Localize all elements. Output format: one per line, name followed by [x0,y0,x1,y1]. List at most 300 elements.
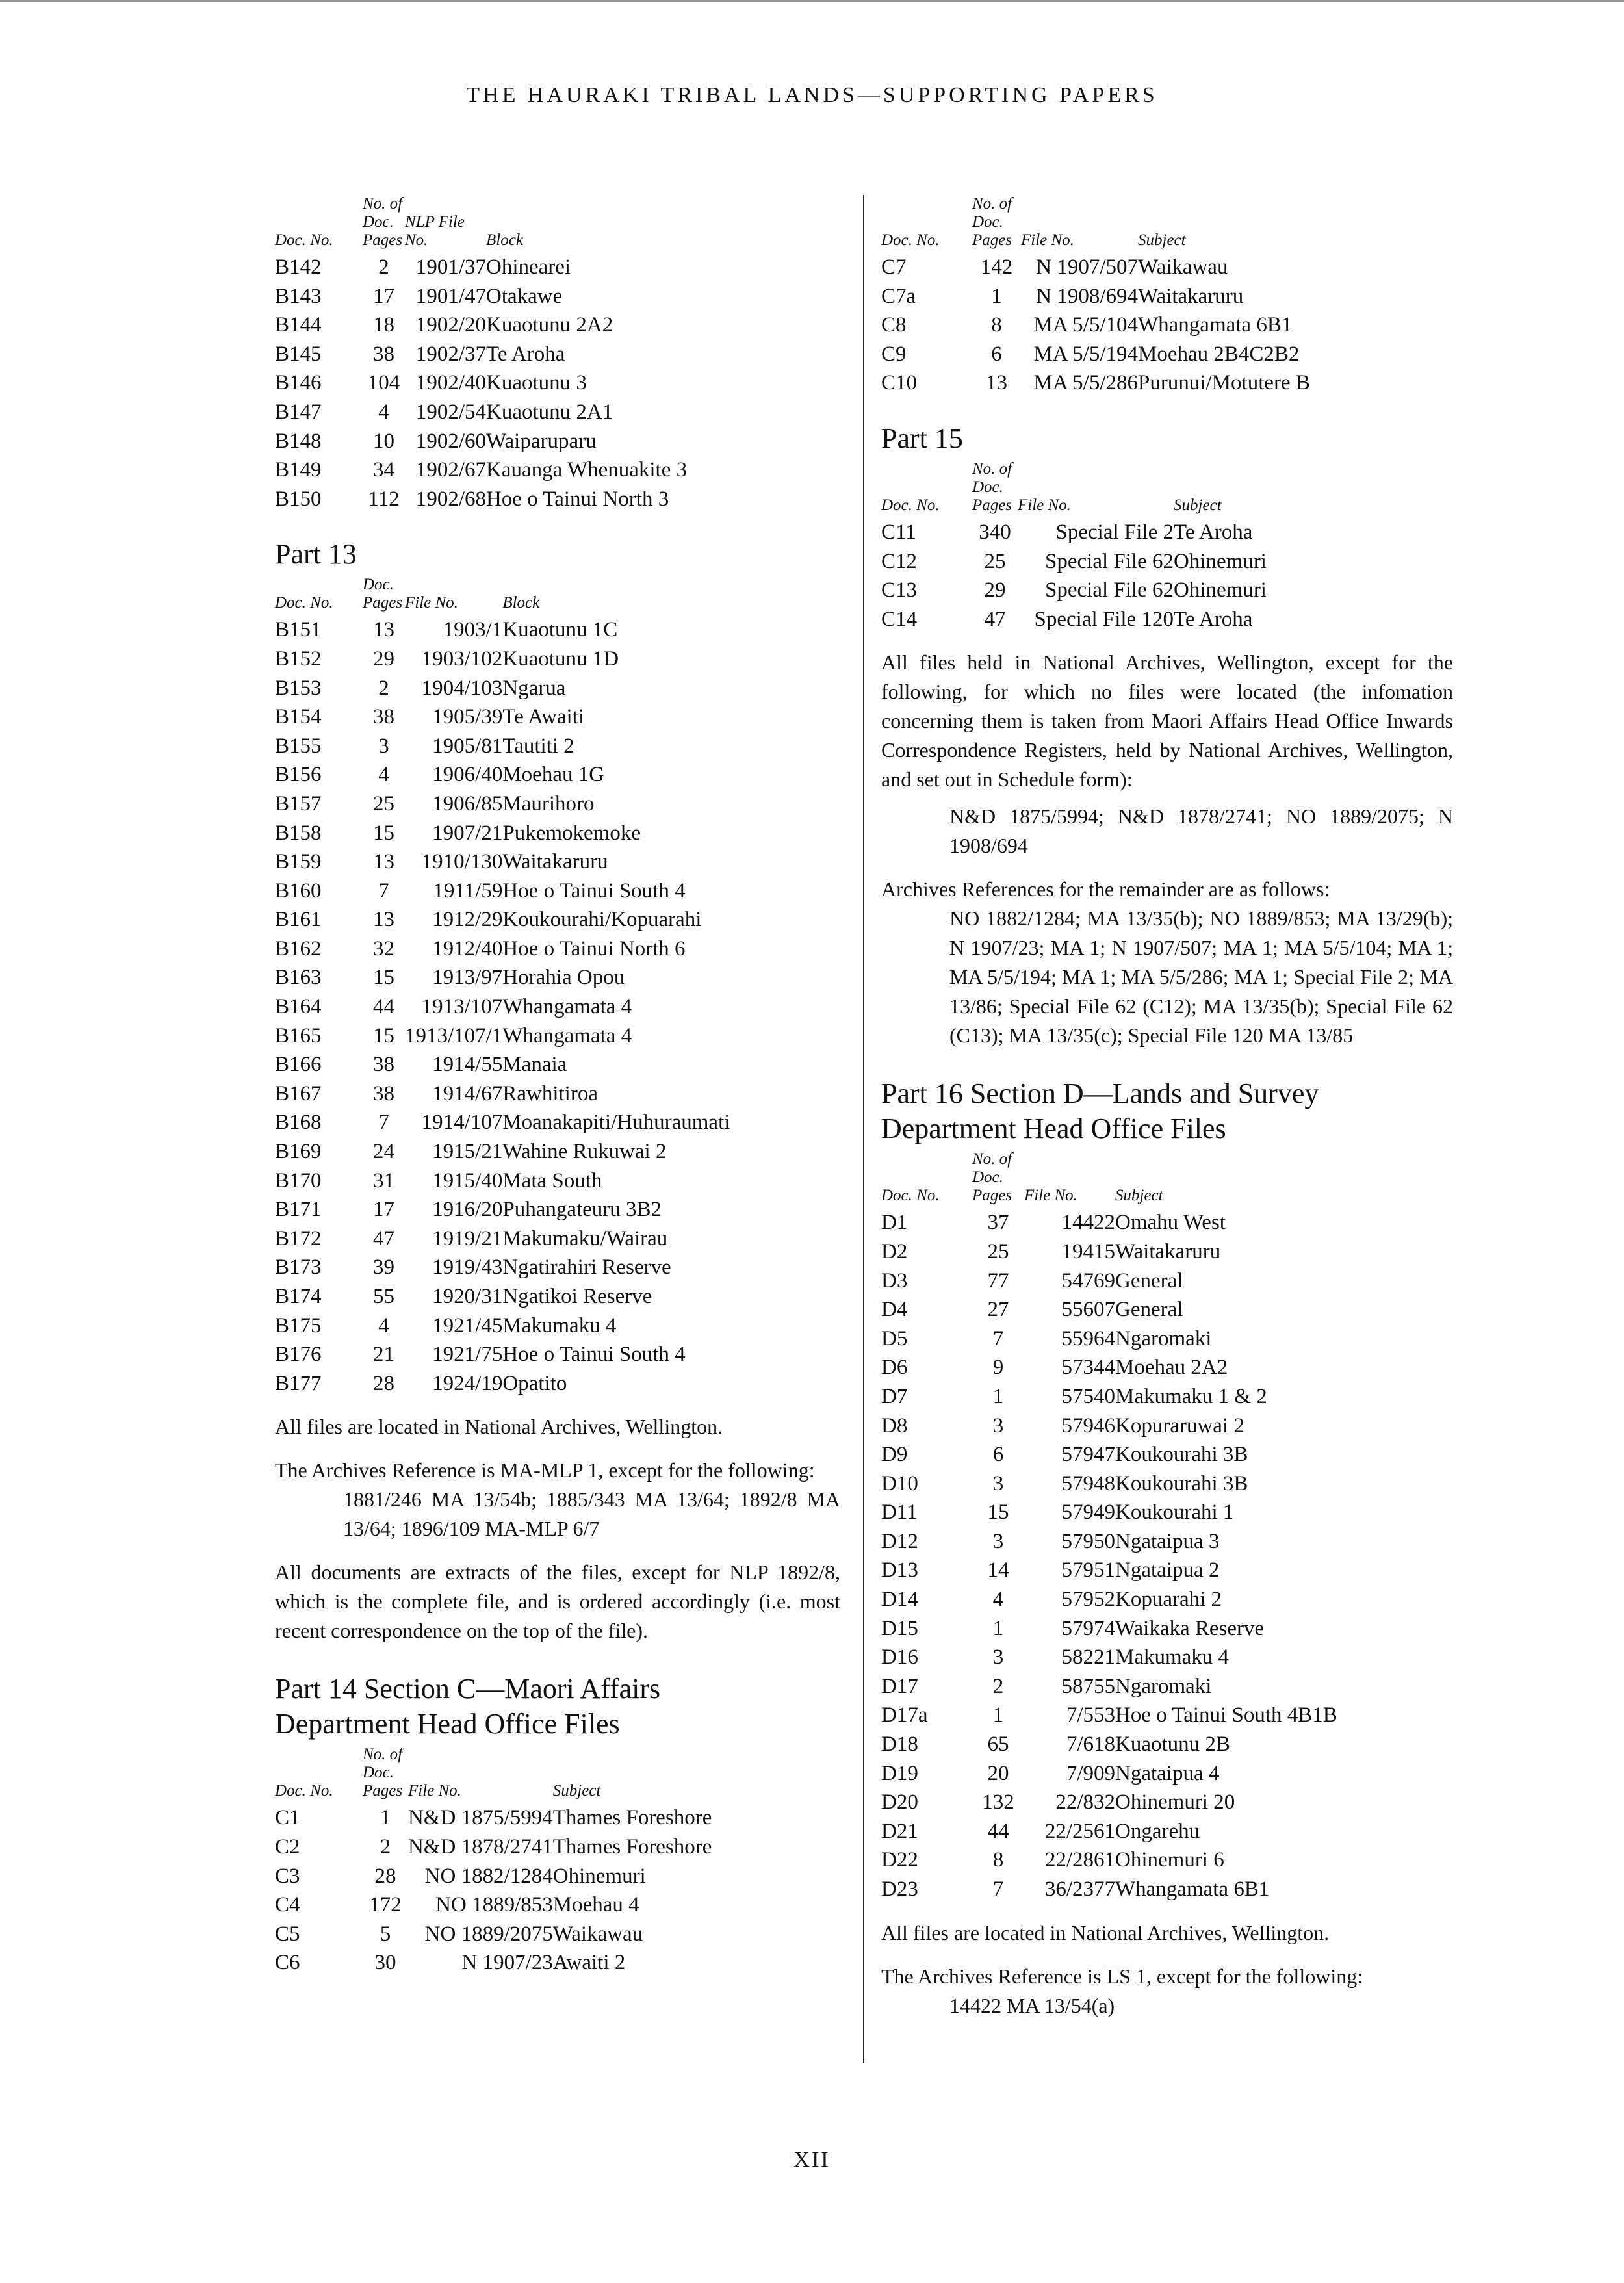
file-no-cell: MA 5/5/194 [1033,342,1138,366]
subject-cell: Kuaotunu 2B [1115,1733,1230,1757]
doc-pages-cell: 1 [991,284,1002,308]
subject-cell: Ngarua [502,676,566,700]
file-no-cell: 36/2377 [1044,1877,1115,1901]
column-header: No. of Doc. Pages [972,459,1012,514]
column-header: Doc. No. [275,594,333,612]
subject-cell: General [1115,1269,1183,1293]
file-no-cell: 1902/67 [415,458,486,482]
doc-no-cell: C14 [881,607,918,631]
subject-cell: Ngaromaki [1115,1674,1212,1698]
table-row [275,1108,775,1137]
table-part-13 [275,576,775,1398]
file-no-cell: Special File 2 [1055,520,1174,544]
file-no-cell: 57948 [1061,1471,1115,1495]
subject-cell: Moehau 2B4C2B2 [1138,342,1300,366]
file-no-cell: 57947 [1061,1443,1115,1467]
doc-pages-cell: 15 [373,1024,394,1048]
file-no-cell: 1919/43 [432,1256,503,1280]
doc-pages-cell: 25 [987,1239,1009,1263]
doc-pages-cell: 104 [367,371,400,395]
doc-no-cell: B165 [275,1024,322,1048]
doc-pages-cell: 13 [986,371,1007,395]
doc-pages-cell: 142 [980,255,1013,279]
part-13-note-reference-list: 1881/246 MA 13/54b; 1885/343 MA 13/64; 1892/8 MA 13/64; 1896/109 MA-MLP 6/7 [343,1488,840,1541]
table-row [275,311,759,340]
file-no-cell: 1905/81 [432,734,503,758]
doc-pages-cell: 1 [992,1616,1004,1640]
table-row [881,1527,1388,1556]
table-row [275,253,759,282]
subject-cell: Ngataipua 3 [1115,1529,1220,1553]
top-edge-rule [0,0,1624,2]
doc-no-cell: B160 [275,879,322,903]
doc-no-cell: B167 [275,1081,322,1105]
file-no-cell: MA 5/5/286 [1033,371,1138,395]
doc-no-cell: B163 [275,966,322,990]
table-header-row [275,576,775,615]
doc-no-cell: D18 [881,1733,918,1757]
subject-cell: Makumaku 4 [1115,1645,1230,1670]
subject-cell: Makumaku/Wairau [502,1226,668,1250]
doc-pages-cell: 34 [373,458,394,482]
file-no-cell: 55607 [1061,1298,1115,1322]
subject-cell: Te Aroha [486,342,565,366]
doc-pages-cell: 1 [992,1384,1004,1408]
table-row [881,1498,1388,1527]
file-no-cell: 7/909 [1066,1761,1115,1785]
file-no-cell: 1902/20 [415,313,486,337]
column-header: File No. [1024,1187,1077,1205]
file-no-cell: 22/832 [1055,1790,1115,1814]
column-header: No. of Doc. Pages [972,195,1012,249]
table-row [881,1759,1388,1788]
doc-no-cell: B159 [275,850,322,874]
file-no-cell: NO 1889/2075 [424,1922,553,1946]
doc-no-cell: D5 [881,1326,908,1350]
doc-no-cell: D9 [881,1443,908,1467]
subject-cell: Whangamata 6B1 [1138,313,1293,337]
doc-no-cell: B146 [275,371,322,395]
doc-pages-cell: 6 [991,342,1002,366]
doc-no-cell: B157 [275,792,322,816]
doc-pages-cell: 25 [984,549,1006,573]
doc-no-cell: B169 [275,1140,322,1164]
table-row [275,1195,775,1224]
file-no-cell: 57946 [1061,1413,1115,1438]
doc-pages-cell: 47 [984,607,1006,631]
doc-no-cell: B143 [275,284,322,308]
table-part-14-continued [881,195,1372,398]
table-row [275,282,759,311]
doc-pages-cell: 29 [373,647,394,671]
doc-pages-cell: 44 [987,1819,1009,1843]
table-row [275,877,775,906]
subject-cell: Thames Foreshore [552,1806,712,1830]
subject-cell: Ohinemuri 6 [1115,1848,1224,1872]
doc-pages-cell: 2 [380,1835,391,1859]
part-16-title [881,1076,1453,1146]
doc-no-cell: C10 [881,371,918,395]
file-no-cell: 1914/107 [421,1111,503,1135]
subject-cell: Ngatirahiri Reserve [502,1256,671,1280]
file-no-cell: 55964 [1061,1326,1115,1350]
doc-pages-cell: 27 [987,1298,1009,1322]
subject-cell: Kopuarahi 2 [1115,1588,1222,1612]
subject-cell: Whangamata 4 [502,995,632,1019]
doc-no-cell: B149 [275,458,322,482]
doc-no-cell: B158 [275,821,322,845]
subject-cell: Ngataipua 4 [1115,1761,1220,1785]
table-row [881,605,1408,634]
file-no-cell: 1913/107 [421,995,503,1019]
table-row [881,340,1372,369]
column-header: No. of Doc. Pages [363,195,403,249]
doc-no-cell: C11 [881,520,916,544]
table-row [881,1440,1388,1469]
doc-no-cell: D23 [881,1877,918,1901]
table-row [881,518,1408,547]
part-16-note-reference-list: 14422 MA 13/54(a) [949,1993,1115,2017]
doc-pages-cell: 132 [982,1790,1014,1814]
page-header: THE HAURAKI TRIBAL LANDS—SUPPORTING PAPERS [466,83,1158,107]
subject-cell: Waitakaruru [1138,284,1244,308]
subject-cell: Thames Foreshore [552,1835,712,1859]
table-row [881,1643,1388,1672]
subject-cell: Ohinearei [486,255,571,279]
table-part-15 [881,460,1408,634]
doc-no-cell: B147 [275,400,322,424]
table-row [275,963,775,992]
subject-cell: Hoe o Tainui North 6 [502,936,686,961]
doc-no-cell: B175 [275,1313,322,1337]
table-row [881,1208,1388,1237]
part-14-title [275,1671,840,1742]
doc-pages-cell: 4 [378,400,389,424]
doc-no-cell: B173 [275,1256,322,1280]
table-row [275,645,775,674]
doc-pages-cell: 55 [373,1285,394,1308]
subject-cell: Wahine Rukuwai 2 [502,1140,667,1164]
table-row [275,1079,775,1109]
subject-cell: Opatito [502,1371,567,1395]
table-row [881,1324,1388,1354]
doc-pages-cell: 32 [373,936,394,961]
doc-pages-cell: 3 [992,1645,1004,1670]
file-no-cell: 1919/21 [432,1226,503,1250]
subject-cell: Koukourahi 3B [1115,1443,1248,1467]
doc-pages-cell: 17 [373,284,394,308]
doc-pages-cell: 37 [987,1211,1009,1235]
subject-cell: Kuaotunu 2A1 [486,400,613,424]
doc-no-cell: D19 [881,1761,918,1785]
table-row [881,1237,1388,1267]
doc-pages-cell: 7 [378,1111,389,1135]
doc-no-cell: C12 [881,549,918,573]
column-header: Subject [1174,496,1222,514]
subject-cell: Waikawau [552,1922,643,1946]
doc-pages-cell: 112 [368,487,400,511]
doc-no-cell: D3 [881,1269,908,1293]
table-row [881,576,1408,605]
table-row [881,1701,1388,1730]
subject-cell: Moehau 1G [502,763,605,787]
doc-no-cell: B177 [275,1371,322,1395]
subject-cell: Waitakaruru [1115,1239,1221,1263]
file-no-cell: 1913/97 [432,966,503,990]
part-15-note-held: All files held in National Archives, Wellington, except for the following, for which no files were located (the infomation concerning them is taken from Maori Affairs Head Office Inwards Correspondence Registers, held by National Archives, Wellington, and set out in Schedule form): [881,651,1453,792]
part-15-note-references-list: NO 1882/1284; MA 13/35(b); NO 1889/853; MA 13/29(b); N 1907/23; MA 1; N 1907/507; MA 1; MA 5/5/104; MA 1; MA 5/5/194; MA 1; MA 5/5/286; MA 1; Special File 2; MA 13/86; Special File 62 (C12); MA 13/35(b); Special File 62 (C13); MA 13/35(c); Special File 120 MA 13/85 [949,907,1453,1048]
doc-no-cell: C7 [881,255,907,279]
file-no-cell: 1912/29 [432,908,503,932]
file-no-cell: 1907/21 [432,821,503,845]
table-row [881,1672,1388,1701]
doc-no-cell: B172 [275,1226,322,1250]
doc-pages-cell: 10 [373,429,394,453]
file-no-cell: 1902/68 [415,487,486,511]
subject-cell: Kuaotunu 1D [502,647,619,671]
file-no-cell: N&D 1878/2741 [408,1835,553,1859]
doc-pages-cell: 38 [373,342,394,366]
column-header: Doc. No. [275,1782,333,1800]
column-header: File No. [405,594,458,612]
table-part-14-first [275,1746,787,1978]
table-row [881,1469,1388,1499]
doc-pages-cell: 14 [987,1558,1009,1582]
table-row [275,1340,775,1369]
table-row [275,1833,787,1862]
doc-pages-cell: 3 [992,1529,1004,1553]
file-no-cell: Special File 62 [1045,549,1174,573]
doc-no-cell: D17a [881,1703,928,1727]
doc-pages-cell: 340 [979,520,1011,544]
column-header: Subject [1115,1187,1163,1205]
column-header: No. of Doc. Pages [972,1150,1012,1205]
left-column [275,195,840,1978]
column-header: Doc. No. [881,496,940,514]
file-no-cell: 1902/40 [415,371,486,395]
table-row [881,1817,1388,1846]
subject-cell: Rawhitiroa [502,1081,598,1105]
table-row [881,253,1372,282]
file-no-cell: 22/2561 [1044,1819,1115,1843]
file-no-cell: 1903/102 [421,647,503,671]
subject-cell: Purunui/Motutere B [1138,371,1310,395]
table-row [275,1050,775,1079]
column-header: File No. [1021,231,1074,249]
table-row [275,368,759,398]
subject-cell: Ngaromaki [1115,1326,1212,1350]
doc-pages-cell: 1 [992,1703,1004,1727]
doc-pages-cell: 38 [373,705,394,729]
subject-cell: Manaia [502,1053,567,1077]
doc-pages-cell: 2 [992,1674,1004,1698]
file-no-cell: NO 1882/1284 [424,1864,553,1888]
doc-pages-cell: 13 [373,850,394,874]
doc-no-cell: D7 [881,1384,908,1408]
file-no-cell: N 1908/694 [1036,284,1138,308]
file-no-cell: 1921/45 [432,1313,503,1337]
doc-no-cell: D10 [881,1471,918,1495]
table-row [881,1295,1388,1324]
doc-no-cell: D4 [881,1298,908,1322]
table-row [275,1890,787,1920]
table-row [275,1862,787,1891]
table-row [275,1022,775,1051]
doc-no-cell: D14 [881,1588,918,1612]
table-row [275,819,775,848]
file-no-cell: 1914/67 [432,1081,503,1105]
doc-no-cell: B161 [275,908,322,932]
table-row [881,1412,1388,1441]
file-no-cell: 7/553 [1066,1703,1115,1727]
part-16-title-line-2: Department Head Office Files [881,1113,1226,1145]
doc-no-cell: C7a [881,284,916,308]
table-header-row [881,1150,1388,1208]
doc-pages-cell: 65 [987,1733,1009,1757]
doc-no-cell: B166 [275,1053,322,1077]
doc-no-cell: C13 [881,578,918,602]
doc-pages-cell: 1 [380,1806,391,1830]
table-row [275,398,759,427]
table-part-16 [881,1150,1388,1903]
part-14-title-line-1: Part 14 Section C—Maori Affairs [275,1673,661,1705]
column-header: Doc. Pages [363,576,403,612]
table-row [275,760,775,790]
subject-cell: Maurihoro [502,792,595,816]
subject-cell: Horahia Opou [502,966,625,990]
subject-cell: Moehau 2A2 [1115,1356,1228,1380]
doc-pages-cell: 29 [984,578,1006,602]
table-row [275,1948,787,1978]
column-header: Doc. No. [275,231,333,249]
table-row [881,1353,1388,1382]
doc-no-cell: B153 [275,676,322,700]
column-header: Doc. No. [881,231,940,249]
file-no-cell: 19415 [1061,1239,1115,1263]
table-row [275,935,775,964]
doc-pages-cell: 15 [987,1501,1009,1525]
subject-cell: Kauanga Whenuakite 3 [486,458,688,482]
table-row [275,1167,775,1196]
table-row [881,311,1372,340]
part-16-title-line-1: Part 16 Section D—Lands and Survey [881,1077,1319,1110]
doc-no-cell: D13 [881,1558,918,1582]
table-row [275,790,775,819]
doc-no-cell: B155 [275,734,322,758]
file-no-cell: Special File 120 [1034,607,1174,631]
file-no-cell: 1914/55 [432,1053,503,1077]
table-row [881,1585,1388,1614]
table-row [275,1369,775,1399]
subject-cell: Pukemokemoke [502,821,641,845]
subject-cell: Makumaku 4 [502,1313,617,1337]
subject-cell: Kuaotunu 2A2 [486,313,613,337]
file-no-cell: 1902/37 [415,342,486,366]
doc-no-cell: C3 [275,1864,300,1888]
table-row [881,1846,1388,1875]
column-header: No. of Doc. Pages [363,1746,403,1800]
part-15-note-references: Archives References for the remainder are as follows: [881,877,1330,901]
subject-cell: Hoe o Tainui South 4B1B [1115,1703,1337,1727]
file-no-cell: 57949 [1061,1501,1115,1525]
subject-cell: Te Aroha [1174,520,1253,544]
column-header: Doc. No. [881,1187,940,1205]
subject-cell: Makumaku 1 & 2 [1115,1384,1267,1408]
file-no-cell: 1916/20 [432,1198,503,1222]
doc-pages-cell: 47 [373,1226,394,1250]
file-no-cell: 1915/21 [432,1140,503,1164]
doc-pages-cell: 21 [373,1343,394,1367]
file-no-cell: 22/2861 [1044,1848,1115,1872]
doc-pages-cell: 2 [378,255,389,279]
file-no-cell: MA 5/5/104 [1033,313,1138,337]
file-no-cell: 1904/103 [421,676,503,700]
subject-cell: Hoe o Tainui South 4 [502,1343,686,1367]
doc-pages-cell: 13 [373,618,394,642]
doc-no-cell: B168 [275,1111,322,1135]
doc-pages-cell: 172 [369,1893,402,1917]
subject-cell: Awaiti 2 [552,1951,626,1975]
table-row [275,485,759,514]
doc-pages-cell: 4 [378,1313,389,1337]
subject-cell: Waikawau [1138,255,1228,279]
doc-pages-cell: 7 [378,879,389,903]
table-row [275,340,759,369]
doc-no-cell: B162 [275,936,322,961]
doc-no-cell: D2 [881,1239,908,1263]
file-no-cell: 1906/40 [432,763,503,787]
doc-no-cell: D17 [881,1674,918,1698]
doc-no-cell: C6 [275,1951,300,1975]
table-row [881,368,1372,398]
column-header: File No. [408,1782,461,1800]
doc-pages-cell: 2 [378,676,389,700]
table-header-row [881,460,1408,518]
subject-cell: Koukourahi 1 [1115,1501,1234,1525]
file-no-cell: 1921/75 [432,1343,503,1367]
doc-no-cell: B170 [275,1168,322,1193]
doc-no-cell: B151 [275,618,322,642]
file-no-cell: N 1907/23 [461,1951,553,1975]
table-row [881,547,1408,576]
doc-no-cell: D11 [881,1501,918,1525]
table-row [275,703,775,732]
table-row [275,674,775,703]
table-row [275,427,759,456]
part-13-note-reference: The Archives Reference is MA-MLP 1, except for the following: [275,1458,815,1482]
column-header: File No. [1018,496,1071,514]
doc-pages-cell: 31 [373,1168,394,1193]
part-13-title: Part 13 [275,538,357,571]
subject-cell: Koukourahi 3B [1115,1471,1248,1495]
part-15-note-held-list: N&D 1875/5994; N&D 1878/2741; NO 1889/2075; N 1908/694 [949,805,1453,858]
doc-no-cell: C8 [881,313,907,337]
table-row [881,1875,1388,1904]
doc-no-cell: B171 [275,1198,322,1222]
doc-no-cell: B164 [275,995,322,1019]
table-row [881,1730,1388,1759]
subject-cell: Kuaotunu 3 [486,371,587,395]
table-row [275,1920,787,1949]
table-row [881,1382,1388,1412]
table-header-row [275,195,759,253]
file-no-cell: 1906/85 [432,792,503,816]
doc-pages-cell: 13 [373,908,394,932]
subject-cell: Waikaka Reserve [1115,1616,1265,1640]
subject-cell: Ohinemuri 20 [1115,1790,1235,1814]
doc-pages-cell: 39 [373,1256,394,1280]
doc-no-cell: D8 [881,1413,908,1438]
